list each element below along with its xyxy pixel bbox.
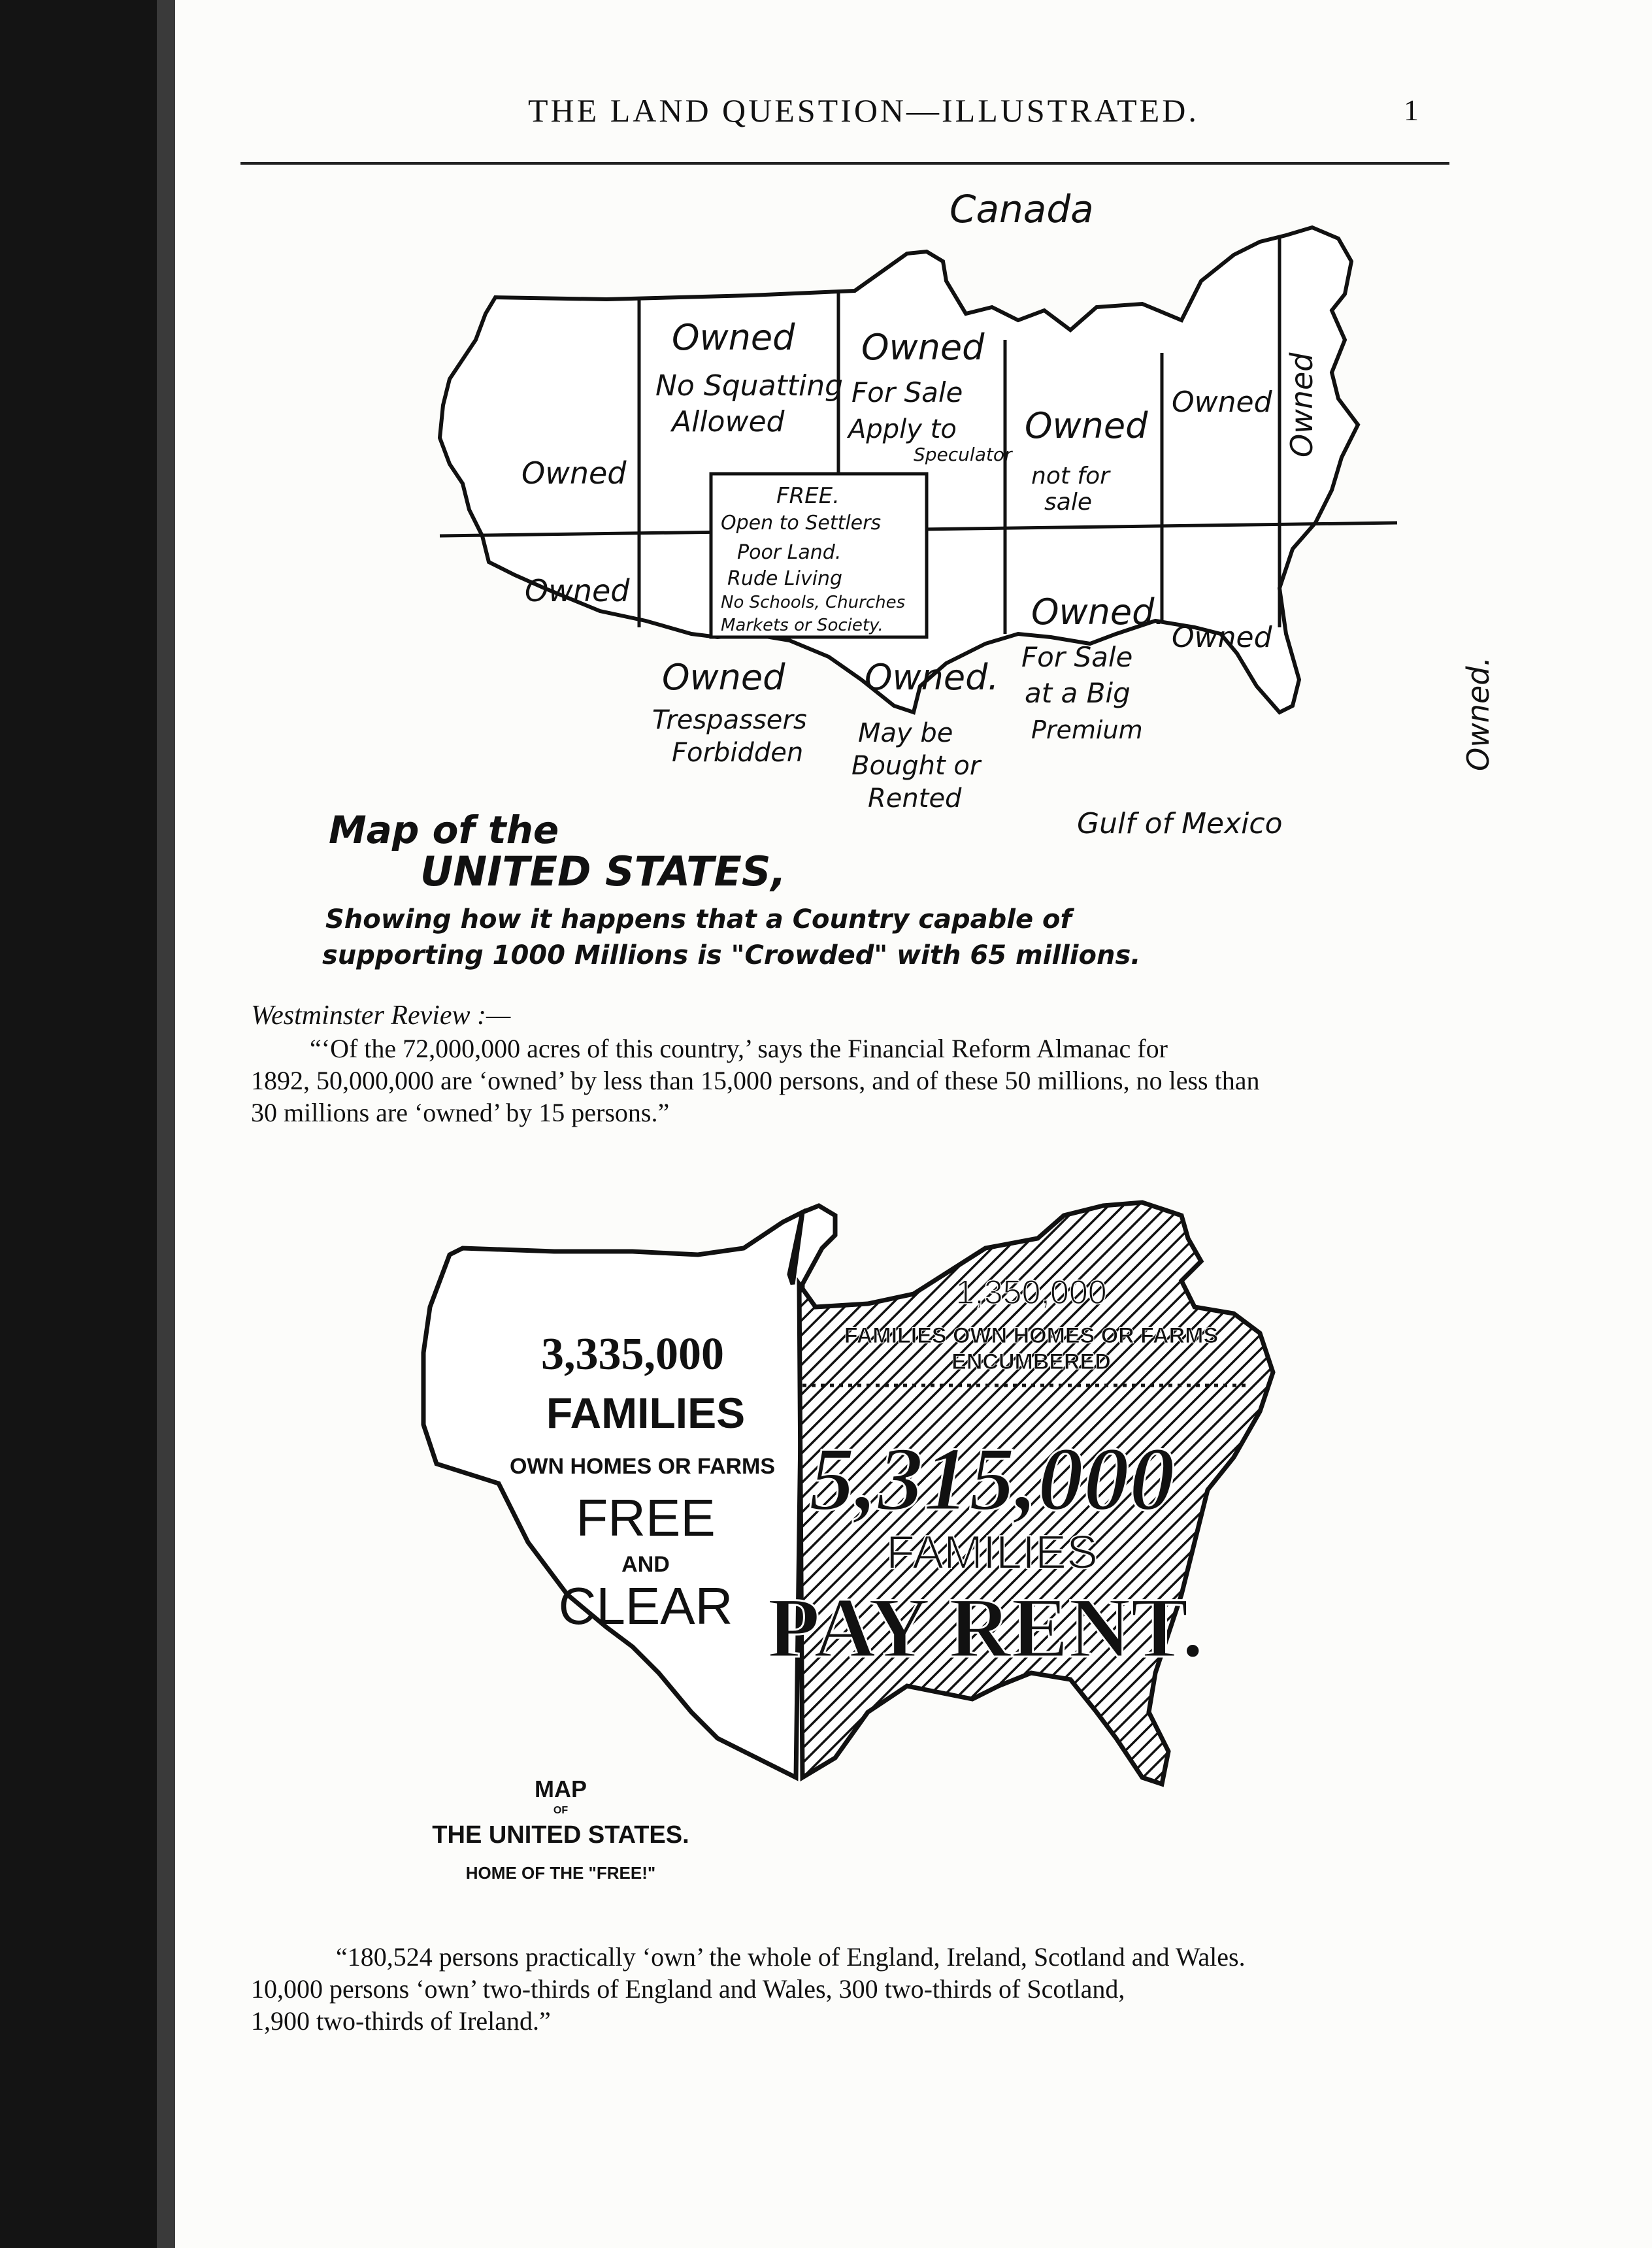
quote-1-line2: 1892, 50,000,000 are ‘owned’ by less than 15,000 persons, and of these 50 millions, no less than [251,1066,1260,1095]
map2-caption-home: HOME OF THE "FREE!" [465,1863,656,1883]
map2-caption-of: OF [553,1805,569,1816]
quote-1-line3: 30 millions are ‘owned’ by 15 persons.” [251,1098,670,1127]
free-number: 3,335,000 [541,1329,724,1380]
region-n3-line1: not for [1031,463,1110,489]
region-n3-title: Owned [1025,405,1148,446]
region-s2-title: Owned. [865,657,999,698]
region-s3-line3: Premium [1031,716,1143,744]
region-n1-line1: No Squatting [655,369,844,403]
page-number: 1 [1404,93,1419,127]
region-nw: Owned [521,455,627,491]
region-s1-line2: Forbidden [672,738,804,768]
region-n2-line3: Speculator [914,444,1012,465]
region-ne2: Owned [1284,352,1319,457]
region-se2: Owned. [1461,656,1496,771]
free-box-title: FREE. [776,483,840,509]
region-n3-line2: sale [1044,489,1092,516]
region-s2-line1: May be [858,718,953,748]
quote-2-line3: 1,900 two-thirds of Ireland.” [251,2006,551,2036]
map1-caption-line3: Showing how it happens that a Country capable of [325,904,1072,934]
encumbered-line2: ENCUMBERED [951,1349,1111,1374]
encumbered-number: 1,350,000 [955,1274,1107,1312]
quote-2 [251,1941,1427,2037]
running-head-title: THE LAND QUESTION—ILLUSTRATED. [528,92,1199,129]
map1-caption-line2: UNITED STATES, [420,848,787,895]
region-s2-line2: Bought or [851,751,981,781]
free-and: AND [621,1552,670,1577]
map1-caption-line1: Map of the [329,808,559,852]
region-n2-line2: Apply to [848,414,957,444]
rent-pay: PAY RENT. [767,1579,1204,1676]
quote-2-line1: “180,524 persons practically ‘own’ the whole of England, Ireland, Scotland and Wales. [336,1942,1246,1972]
free-box-line4: No Schools, Churches [721,593,906,612]
map2-caption-map: MAP [535,1776,587,1802]
map2-caption-us: THE UNITED STATES. [432,1821,689,1849]
quote-2-line2: 10,000 persons ‘own’ two-thirds of England and Wales, 300 two-thirds of Scotland, [251,1974,1125,2004]
free-word: FREE [576,1489,716,1547]
rent-families: FAMILIES [885,1527,1099,1579]
quote-1-line1: “‘Of the 72,000,000 acres of this country,’ says the Financial Reform Almanac for [310,1034,1168,1063]
quote-1 [251,1033,1427,1129]
region-s3-line2: at a Big [1025,677,1131,709]
free-families: FAMILIES [546,1389,746,1437]
free-box-line3: Rude Living [727,567,843,590]
header-rule [240,162,1449,165]
region-s2-line3: Rented [868,784,962,814]
encumbered-line1: FAMILIES OWN HOMES OR FARMS [844,1323,1219,1348]
region-n1-title: Owned [672,317,795,358]
map1-caption-line4: supporting 1000 Millions is "Crowded" with 65 millions. [322,940,1141,970]
canada-label: Canada [950,187,1094,231]
owned-land-map [175,183,1652,993]
book-spine [0,0,157,2248]
homes-rent-map [175,1176,1652,1960]
region-s1-title: Owned [662,657,785,698]
region-s3-line1: For Sale [1021,641,1133,673]
region-n1-line2: Allowed [672,405,785,438]
region-s1-line1: Trespassers [652,705,807,735]
region-s3-title: Owned. [1031,591,1166,633]
region-sw: Owned [525,573,630,608]
region-n2-title: Owned [861,327,985,368]
running-head [175,91,1652,131]
region-se1: Owned [1172,621,1272,654]
region-n2-line1: For Sale [851,376,963,408]
free-box-line5: Markets or Society. [721,616,884,635]
region-ne1: Owned [1172,386,1272,419]
book-page [175,0,1652,2248]
free-box-line1: Open to Settlers [721,512,882,535]
gulf-label: Gulf of Mexico [1077,807,1283,840]
free-clear: CLEAR [558,1577,733,1635]
free-own: OWN HOMES OR FARMS [509,1454,776,1479]
free-box-line2: Poor Land. [737,541,842,564]
source-label: Westminster Review :— [251,1000,511,1031]
rent-number: 5,315,000 [809,1429,1175,1530]
